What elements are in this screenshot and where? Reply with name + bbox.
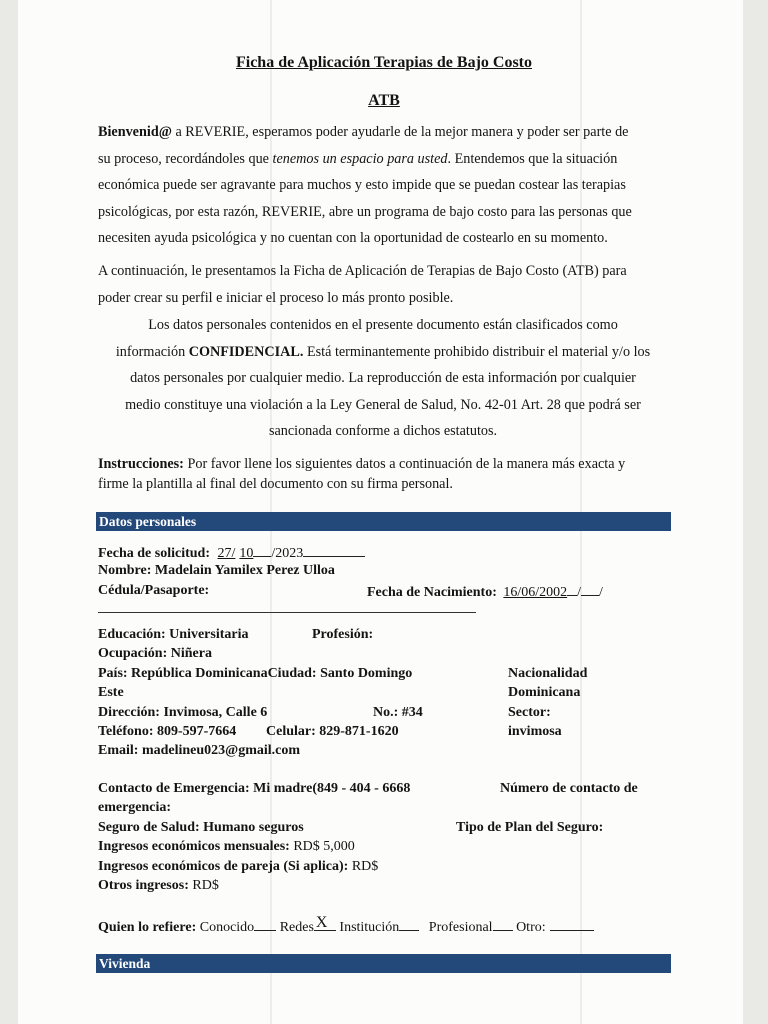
email-field[interactable]: Email: madelineu023@gmail.com bbox=[98, 743, 301, 758]
tipo-plan-label: Tipo de Plan del Seguro: bbox=[456, 820, 604, 835]
confidential-line: datos personales por cualquier medio. La reproducción de esta información por cualquier bbox=[130, 370, 636, 386]
ingresos-mensuales-value: RD$ 5,000 bbox=[289, 839, 355, 854]
document-subtitle: ATB bbox=[368, 92, 400, 109]
fecha-nacimiento-label: Fecha de Nacimiento: bbox=[367, 585, 497, 600]
confidential-line: información CONFIDENCIAL. Está terminantemente prohibido distribuir el material y/o los bbox=[115, 343, 651, 360]
ingresos-mensuales-field[interactable]: Ingresos económicos mensuales: RD$ 5,000 bbox=[98, 839, 355, 854]
welcome-line: necesiten ayuda psicológica y no cuentan con la oportunidad de costearlo en su momento. bbox=[98, 230, 608, 246]
confidential-paragraph bbox=[88, 312, 678, 445]
contacto-emergencia-continuation: emergencia: bbox=[98, 800, 172, 815]
fecha-solicitud-day: 27/ bbox=[217, 546, 236, 561]
pais-ciudad-field[interactable]: País: República DominicanaCiudad: Santo Domingo bbox=[98, 666, 413, 681]
refiere-redes[interactable]: Redes bbox=[279, 920, 314, 935]
fecha-solicitud-field[interactable] bbox=[98, 542, 365, 563]
ingresos-pareja-value: RD$ bbox=[348, 859, 379, 874]
cedula-input-line[interactable] bbox=[98, 612, 476, 613]
numero-field[interactable]: No.: #34 bbox=[373, 705, 423, 720]
instructions-line: Instrucciones: Por favor llene los siguientes datos a continuación de la manera más exacta y bbox=[98, 456, 626, 472]
fecha-solicitud-year: /2023 bbox=[271, 546, 304, 561]
nacionalidad-label: Nacionalidad bbox=[508, 666, 588, 681]
ciudad-continuation: Este bbox=[98, 685, 124, 700]
refiere-otro[interactable]: Otro: bbox=[516, 920, 546, 935]
contacto-emergencia-field[interactable]: Contacto de Emergencia: Mi madre(849 - 404 - 6668 bbox=[98, 781, 411, 796]
instructions-paragraph bbox=[98, 454, 678, 494]
celular-field[interactable]: Celular: 829-871-1620 bbox=[266, 724, 399, 739]
emphasis-text: tenemos un espacio para usted bbox=[272, 150, 448, 167]
numero-contacto-label: Número de contacto de bbox=[500, 781, 638, 796]
section-header-datos-personales: Datos personales bbox=[96, 512, 671, 531]
intro-paragraph bbox=[98, 258, 678, 311]
intro-line: poder crear su perfil e iniciar el proceso lo más pronto posible. bbox=[98, 289, 454, 306]
fecha-solicitud-month: 10 bbox=[239, 546, 254, 561]
ocupacion-field[interactable]: Ocupación: Niñera bbox=[98, 646, 212, 661]
fecha-nacimiento-value: 16/06/2002 bbox=[503, 585, 568, 600]
document-title: Ficha de Aplicación Terapias de Bajo Costo bbox=[235, 54, 533, 71]
profesion-field[interactable]: Profesión: bbox=[312, 627, 374, 642]
sector-label: Sector: bbox=[508, 705, 551, 720]
seguro-salud-field[interactable]: Seguro de Salud: Humano seguros bbox=[98, 820, 304, 835]
confidential-keyword: CONFIDENCIAL. bbox=[188, 343, 304, 360]
otros-ingresos-value: RD$ bbox=[188, 878, 219, 893]
fecha-solicitud-label: Fecha de solicitud: bbox=[98, 546, 210, 561]
welcome-line: psicológicas, por esta razón, REVERIE, abre un programa de bajo costo para las personas que bbox=[98, 203, 632, 220]
nombre-field[interactable]: Nombre: Madelain Yamilex Perez Ulloa bbox=[98, 563, 335, 578]
welcome-paragraph bbox=[98, 119, 678, 252]
instructions-line: firme la plantilla al final del documento con su firma personal. bbox=[98, 476, 453, 492]
educacion-field[interactable]: Educación: Universitaria bbox=[98, 627, 249, 642]
refiere-field[interactable] bbox=[98, 916, 594, 937]
ingresos-pareja-field[interactable]: Ingresos económicos de pareja (Si aplica): RD$ bbox=[98, 859, 379, 874]
confidential-line: medio constituye una violación a la Ley General de Salud, No. 42-01 Art. 28 que podrá ser bbox=[125, 396, 641, 413]
section-header-vivienda: Vivienda bbox=[96, 954, 671, 973]
direccion-field[interactable]: Dirección: Invimosa, Calle 6 bbox=[98, 705, 268, 720]
telefono-field[interactable]: Teléfono: 809-597-7664 bbox=[98, 724, 237, 739]
instructions-label: Instrucciones: bbox=[98, 456, 184, 472]
welcome-line: Bienvenid@ a REVERIE, esperamos poder ayudarle de la mejor manera y poder ser parte de bbox=[98, 124, 629, 140]
refiere-profesional[interactable]: Profesional bbox=[428, 920, 493, 935]
intro-line: A continuación, le presentamos la Ficha de Aplicación de Terapias de Bajo Costo (ATB) para bbox=[98, 263, 627, 279]
refiere-institucion[interactable]: Institución bbox=[339, 920, 400, 935]
welcome-line: su proceso, recordándoles que tenemos un espacio para usted. Entendemos que la situación bbox=[98, 150, 618, 167]
welcome-line: económica puede ser agravante para muchos y esto impide que se puedan costear las terapias bbox=[98, 177, 626, 193]
otros-ingresos-field[interactable]: Otros ingresos: RD$ bbox=[98, 878, 219, 893]
confidential-line: Los datos personales contenidos en el presente documento están clasificados como bbox=[148, 317, 618, 333]
fecha-nacimiento-field[interactable]: Fecha de Nacimiento: 16/06/2002 / / bbox=[367, 581, 603, 602]
sector-value[interactable]: invimosa bbox=[508, 724, 562, 739]
confidential-line: sancionada conforme a dichos estatutos. bbox=[268, 423, 498, 439]
cedula-label: Cédula/Pasaporte: bbox=[98, 583, 210, 598]
refiere-label: Quien lo refiere: bbox=[98, 920, 197, 935]
refiere-redes-checkmark: X bbox=[315, 914, 328, 931]
nacionalidad-value[interactable]: Dominicana bbox=[508, 685, 581, 700]
welcome-greeting: Bienvenid@ bbox=[98, 124, 172, 140]
refiere-conocido[interactable]: Conocido bbox=[196, 920, 255, 935]
